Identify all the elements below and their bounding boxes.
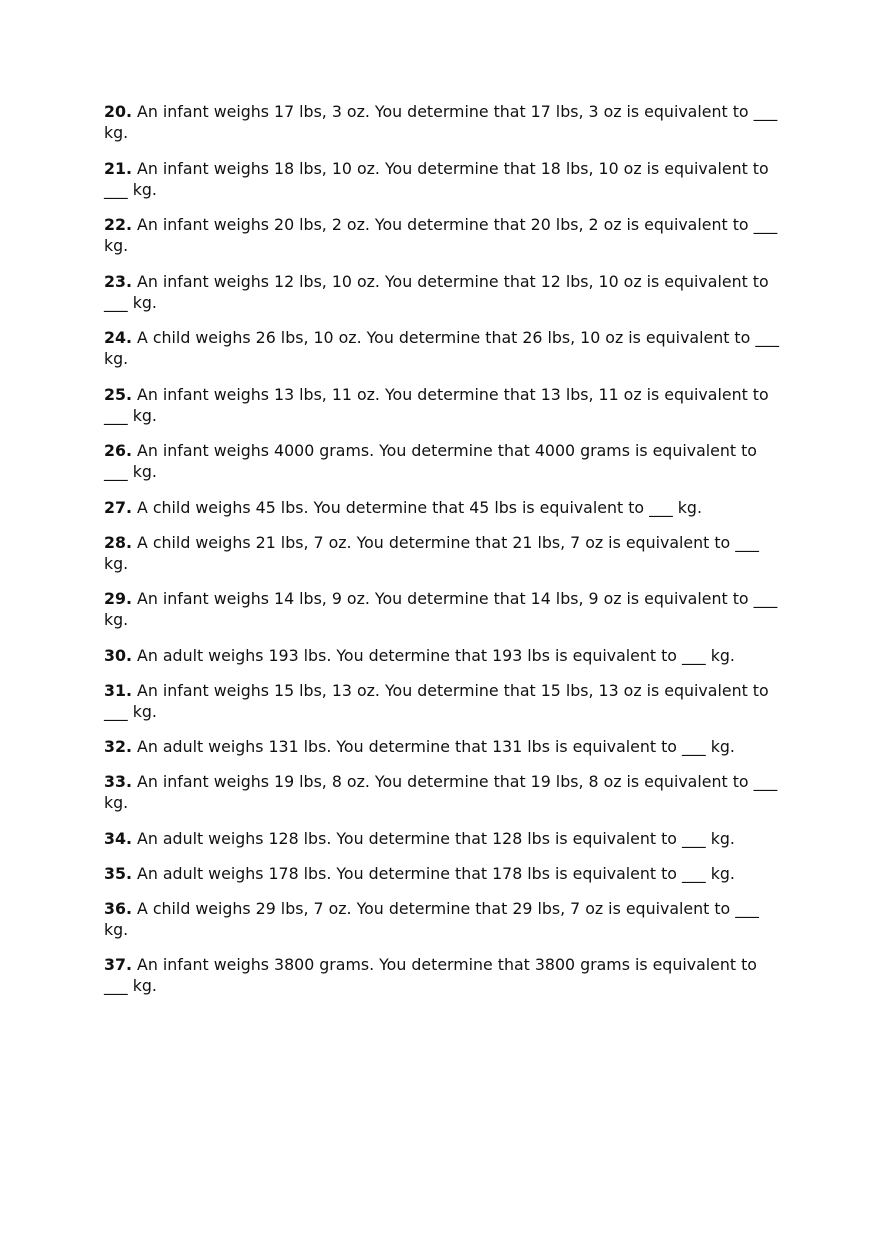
question-item bbox=[104, 158, 780, 200]
question-text: An infant weighs 4000 grams. You determine that 4000 grams is equivalent to ___ kg. bbox=[104, 441, 757, 481]
question-text: An adult weighs 193 lbs. You determine that 193 lbs is equivalent to ___ kg. bbox=[137, 645, 735, 665]
question-number: 25. bbox=[104, 384, 132, 404]
question-text: An infant weighs 19 lbs, 8 oz. You determine that 19 lbs, 8 oz is equivalent to ___ kg. bbox=[104, 772, 778, 812]
question-number: 36. bbox=[104, 898, 132, 918]
question-text: An adult weighs 128 lbs. You determine that 128 lbs is equivalent to ___ kg. bbox=[137, 828, 735, 848]
question-item bbox=[104, 828, 780, 849]
question-number: 21. bbox=[104, 158, 132, 178]
question-text: An infant weighs 15 lbs, 13 oz. You determine that 15 lbs, 13 oz is equivalent to ___ kg. bbox=[104, 680, 769, 721]
question-number: 30. bbox=[104, 645, 132, 665]
question-text: An infant weighs 13 lbs, 11 oz. You determine that 13 lbs, 11 oz is equivalent to ___ kg. bbox=[104, 384, 769, 425]
question-item bbox=[104, 863, 780, 884]
question-text: An infant weighs 18 lbs, 10 oz. You determine that 18 lbs, 10 oz is equivalent to ___ kg. bbox=[104, 158, 769, 199]
question-number: 26. bbox=[104, 441, 132, 460]
question-item bbox=[104, 440, 780, 482]
question-item bbox=[104, 771, 780, 813]
question-number: 33. bbox=[104, 772, 132, 791]
question-number: 22. bbox=[104, 215, 132, 234]
question-number: 27. bbox=[104, 497, 132, 517]
question-number: 29. bbox=[104, 589, 132, 608]
question-item bbox=[104, 588, 780, 630]
question-item bbox=[104, 384, 780, 426]
question-number: 34. bbox=[104, 828, 132, 848]
question-text: An adult weighs 131 lbs. You determine that 131 lbs is equivalent to ___ kg. bbox=[137, 737, 735, 756]
question-text: An infant weighs 3800 grams. You determine that 3800 grams is equivalent to ___ kg. bbox=[104, 955, 757, 995]
question-text: A child weighs 29 lbs, 7 oz. You determine that 29 lbs, 7 oz is equivalent to ___ kg. bbox=[104, 898, 759, 939]
question-item bbox=[104, 954, 780, 996]
question-text: A child weighs 26 lbs, 10 oz. You determine that 26 lbs, 10 oz is equivalent to ___ kg. bbox=[104, 328, 780, 368]
question-text: A child weighs 45 lbs. You determine that 45 lbs is equivalent to ___ kg. bbox=[137, 497, 702, 517]
question-number: 31. bbox=[104, 680, 132, 700]
question-item bbox=[104, 327, 780, 369]
question-number: 23. bbox=[104, 271, 132, 291]
question-item bbox=[104, 736, 780, 757]
question-number: 24. bbox=[104, 328, 132, 347]
question-number: 32. bbox=[104, 737, 132, 756]
question-item bbox=[104, 101, 780, 143]
question-number: 20. bbox=[104, 102, 132, 121]
question-item bbox=[104, 532, 780, 574]
question-number: 35. bbox=[104, 863, 132, 883]
question-item bbox=[104, 214, 780, 256]
question-text: A child weighs 21 lbs, 7 oz. You determine that 21 lbs, 7 oz is equivalent to ___ kg. bbox=[104, 532, 759, 573]
question-item bbox=[104, 497, 780, 518]
question-item bbox=[104, 645, 780, 666]
question-text: An infant weighs 12 lbs, 10 oz. You determine that 12 lbs, 10 oz is equivalent to ___ kg. bbox=[104, 271, 769, 312]
question-text: An infant weighs 20 lbs, 2 oz. You determine that 20 lbs, 2 oz is equivalent to ___ kg. bbox=[104, 215, 778, 255]
question-text: An infant weighs 14 lbs, 9 oz. You determine that 14 lbs, 9 oz is equivalent to ___ kg. bbox=[104, 589, 778, 629]
question-item bbox=[104, 898, 780, 940]
question-number: 37. bbox=[104, 955, 132, 974]
question-number: 28. bbox=[104, 532, 132, 552]
question-text: An infant weighs 17 lbs, 3 oz. You determine that 17 lbs, 3 oz is equivalent to ___ kg. bbox=[104, 102, 778, 142]
question-item bbox=[104, 680, 780, 722]
question-text: An adult weighs 178 lbs. You determine that 178 lbs is equivalent to ___ kg. bbox=[137, 863, 735, 883]
question-list bbox=[104, 101, 780, 1011]
question-item bbox=[104, 271, 780, 313]
